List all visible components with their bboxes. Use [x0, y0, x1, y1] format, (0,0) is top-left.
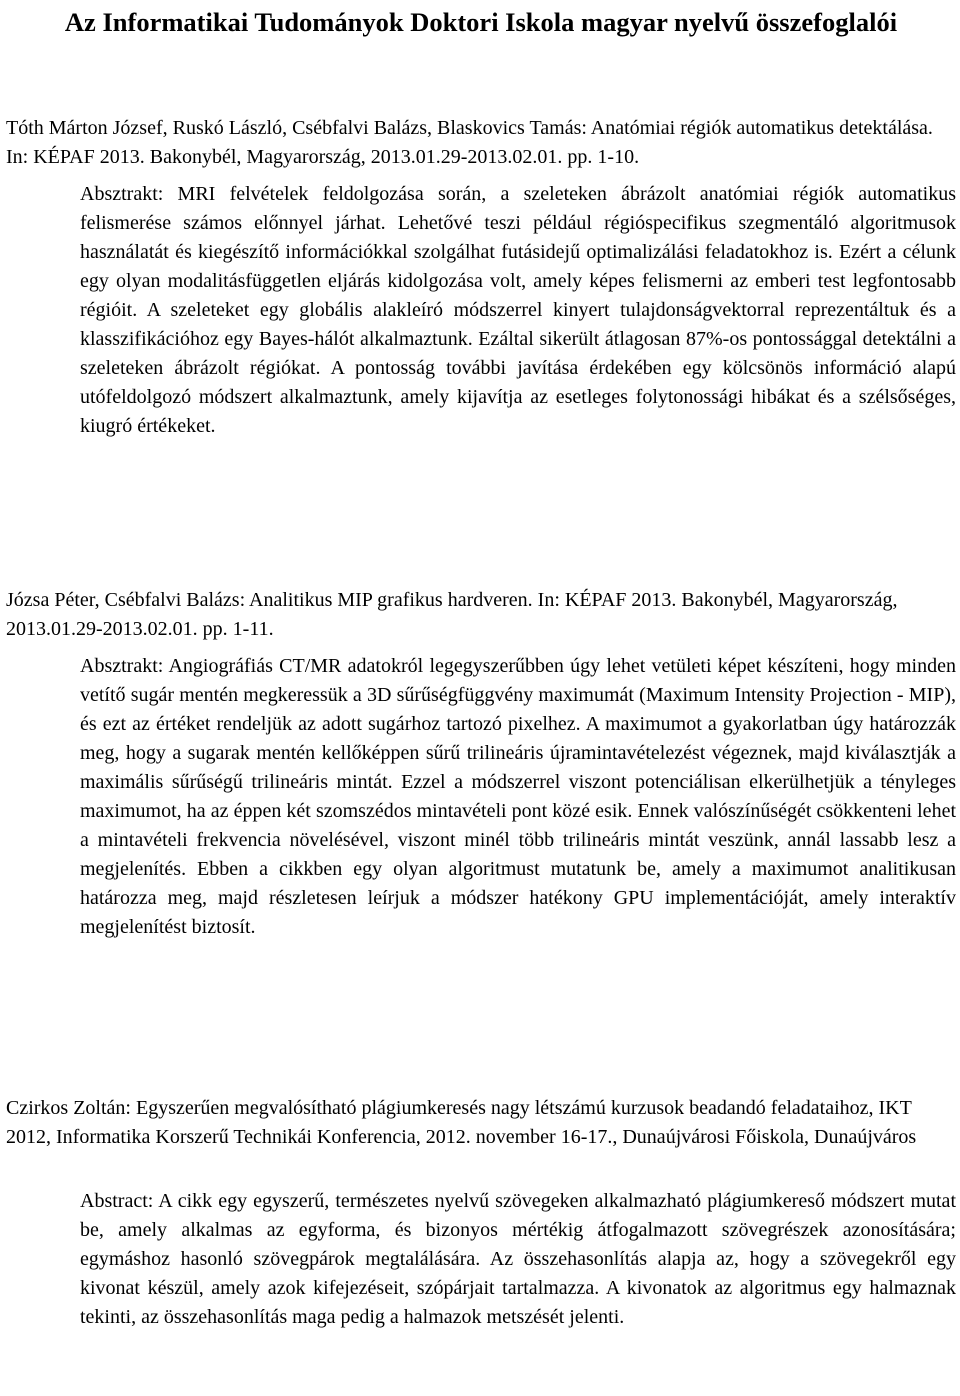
abstract: Abstract: A cikk egy egyszerű, természetes nyelvű szövegeken alkalmazható plágiumkereső módszert mutat be, amely alkalmas az egyforma, és bizonyos mértékig átfogalmazott szövegrészek azonosítására; egymáshoz hasonló szövegpárok megtalálására. Az összehasonlítás alapja az, hogy a szövegekről egy kivonat készül, amely azok kifejezéseit, szópárjait tartalmazza. A kivonatok az algoritmus egy halmaznak tekinti, az összehasonlítás maga pedig a halmazok metszését jelenti. [80, 1190, 956, 1328]
citation: Tóth Márton József, Ruskó László, Csébfalvi Balázs, Blaskovics Tamás: Anatómiai régiók automatikus detektálása. In: KÉPAF 2013. Bakonybél, Magyarország, 2013.01.29-2013.02.01. pp. 1-10. [6, 117, 933, 168]
citation: Józsa Péter, Csébfalvi Balázs: Analitikus MIP grafikus hardveren. In: KÉPAF 2013. Bakonybél, Magyarország, 2013.01.29-2013.02.01. pp. 1-11. [6, 589, 898, 640]
publication-entry-3 [6, 1094, 956, 1332]
abstract: Absztrakt: Angiográfiás CT/MR adatokról legegyszerűbben úgy lehet vetületi képet készíteni, hogy minden vetítő sugár mentén megkeressük a 3D sűrűségfüggvény maximumát (Maximum Intensity Projection - MIP), és ezt az értéket rendeljük az adott sugárhoz tartozó pixelhez. A maximumot a gyakorlatban úgy határozzák meg, hogy a sugarak mentén kellőképpen sűrű trilineáris újramintavételezést végeznek, majd kiválasztják a maximális sűrűségű trilineáris mintát. Ezzel a módszerrel viszont potenciálisan elkerülhetjük a tényleges maximumot, ha az éppen két szomszédos mintavételi pont közé esik. Ennek valószínűségét csökkenteni lehet a mintavételi frekvencia növelésével, viszont minél több trilineáris mintát veszünk, annál lassabb lesz a megjelenítés. Ebben a cikkben egy olyan algoritmust mutatunk be, amely a maximumot analitikusan határozza meg, majd részletesen leírjuk a módszer hatékony GPU implementációját, amely interaktív megjelenítést biztosít. [80, 655, 956, 938]
publication-entry-1 [6, 114, 956, 441]
abstract: Absztrakt: MRI felvételek feldolgozása során, a szeleteken ábrázolt anatómiai régiók automatikus felismerése számos előnnyel járhat. Lehetővé teszi például régióspecifikus szegmentáló algoritmusok használatát és kiegészítő információkkal szolgálhat futásidejű optimalizálási feladatokhoz is. Ezért a célunk egy olyan modalitásfüggetlen eljárás kidolgozása volt, amely képes felismerni az emberi test legfontosabb régióit. A szeleteket egy globális alakleíró módszerrel kinyert tulajdonságvektorral reprezentáltuk és a klasszifikációhoz egy Bayes-hálót alkalmaztunk. Ezáltal sikerült átlagosan 87%-os pontossággal detektálni a szeleteken ábrázolt régiókat. A pontosság további javítása érdekében egy kölcsönös információ alapú utófeldolgozó módszert alkalmaztunk, amely kijavítja az esetleges folytonossági hibákat és a szélsőséges, kiugró értékeket. [80, 183, 956, 437]
publication-entry-2 [6, 586, 956, 942]
citation: Czirkos Zoltán: Egyszerűen megvalósítható plágiumkeresés nagy létszámú kurzusok beadandó feladataihoz, IKT 2012, Informatika Korszerű Technikái Konferencia, 2012. november 16-17., Dunaújvárosi Főiskola, Dunaújváros [6, 1097, 917, 1148]
page-title: Az Informatikai Tudományok Doktori Iskola magyar nyelvű összefoglalói [64, 7, 898, 37]
